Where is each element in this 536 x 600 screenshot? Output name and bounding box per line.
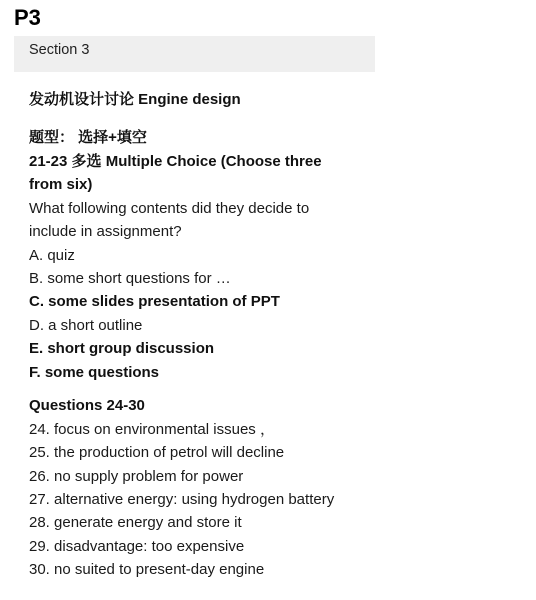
option-c: C. some slides presentation of PPT xyxy=(29,293,280,310)
section-label: Section 3 xyxy=(29,42,90,58)
section-header-bar xyxy=(14,36,375,72)
answer-29: 29. disadvantage: too expensive xyxy=(29,538,245,555)
fill-heading: Questions 24-30 xyxy=(29,397,145,414)
question-type: 题型： 选择+填空 xyxy=(29,129,147,146)
option-f: F. some questions xyxy=(29,364,160,381)
answer-27: 27. alternative energy: using hydrogen battery xyxy=(29,491,335,508)
answer-26: 26. no supply problem for power xyxy=(29,468,244,485)
mc-heading-line-1: 21-23 多选 Multiple Choice (Choose three xyxy=(29,153,322,170)
mc-question-line-2: include in assignment? xyxy=(29,223,182,240)
option-e: E. short group discussion xyxy=(29,340,215,357)
option-b: B. some short questions for … xyxy=(29,270,231,287)
option-d: D. a short outline xyxy=(29,317,143,334)
option-a: A. quiz xyxy=(29,247,75,264)
mc-question-line-1: What following contents did they decide to xyxy=(29,200,310,217)
page-label: P3 xyxy=(14,5,41,30)
answer-25: 25. the production of petrol will decline xyxy=(29,444,285,461)
answer-30: 30. no suited to present-day engine xyxy=(29,561,265,578)
topic-heading: 发动机设计讨论 Engine design xyxy=(29,91,241,108)
answer-28: 28. generate energy and store it xyxy=(29,514,242,531)
answer-24: 24. focus on environmental issues ， xyxy=(29,421,275,438)
mc-heading-line-2: from six) xyxy=(29,176,93,193)
